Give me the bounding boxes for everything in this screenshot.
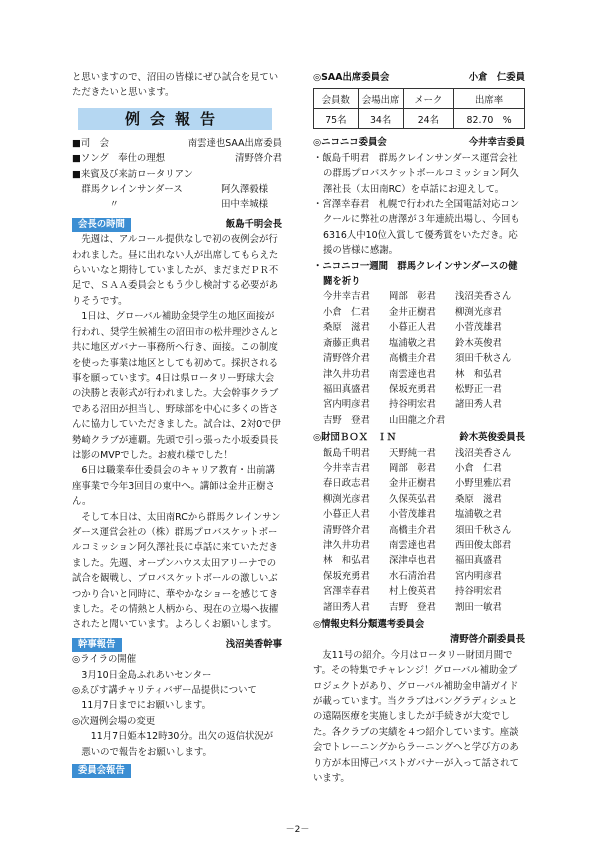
member-name: 浅沼美香さん bbox=[455, 447, 512, 459]
foundation-box-chair: 鈴木英俊委員長 bbox=[459, 432, 525, 444]
member-name: 割田一敏君 bbox=[455, 601, 502, 613]
attendance-header: 会員数 bbox=[314, 89, 359, 109]
nico-chair: 今井幸吉委員 bbox=[468, 137, 525, 149]
member-name: 塩浦敬之君 bbox=[389, 337, 436, 349]
secretary-report-header bbox=[72, 637, 282, 652]
member-name: 鈴木英俊君 bbox=[455, 337, 502, 349]
secretary-line: 11月7日までにお願いします。 bbox=[72, 700, 212, 712]
attendance-table bbox=[313, 88, 525, 129]
member-name: 津久井功君 bbox=[323, 368, 370, 380]
member-name: 桑原 滋君 bbox=[455, 493, 502, 505]
member-name: 小菅茂雄君 bbox=[455, 322, 502, 334]
member-name: 村上俊英君 bbox=[389, 586, 436, 598]
info-committee-header bbox=[313, 617, 525, 632]
foundation-box-header bbox=[313, 430, 525, 445]
nico-bullet: ・宮澤幸春君 札幌で行われた全国電話対応コンクールに弊社の唐澤が３年連続出場し、今回も6316人中10位入賞して優秀賞をいただき。応援の皆様に感謝。 bbox=[313, 199, 520, 257]
member-name: 春日政志君 bbox=[323, 478, 370, 490]
saa-title: ◎SAA出席委員会 bbox=[313, 72, 390, 83]
member-name: 柳渕光彦君 bbox=[455, 306, 502, 318]
attendance-value: 82.70 % bbox=[454, 109, 525, 129]
member-name: 保坂充勇君 bbox=[323, 570, 370, 582]
member-name: 深津卓也君 bbox=[389, 555, 436, 567]
member-name: 小倉 仁君 bbox=[455, 462, 502, 474]
attendance-header: 出席率 bbox=[454, 89, 525, 109]
info-title: ◎情報史料分類選考委員会 bbox=[313, 619, 425, 630]
attendance-value: 34名 bbox=[358, 109, 403, 129]
saa-chair: 小倉 仁委員 bbox=[468, 72, 525, 83]
member-name: 持谷明宏君 bbox=[455, 586, 502, 598]
president-paragraph: 6日は職業奉仕委員会のキャリア教育・出前講座事業で今年3回目の東中へ。講師は金井正樹さん。 bbox=[72, 465, 275, 508]
member-name: 久保英弘君 bbox=[389, 493, 436, 505]
secretary-report-tag: 幹事報告 bbox=[72, 638, 122, 652]
secretary-line: 11月7日姫本12時30分。出欠の返信状況が悪いので報告をお願いします。 bbox=[81, 731, 274, 758]
member-name: 小野里雅広君 bbox=[455, 478, 512, 490]
role-row: ■司 会 南雲達也SAA出席委員 bbox=[72, 137, 282, 149]
member-name: 清野啓介君 bbox=[323, 353, 370, 365]
member-name: 須田千秋さん bbox=[455, 353, 512, 365]
member-name: 福田真盛君 bbox=[455, 555, 502, 567]
secretary-line: ◎ゑびす講チャリティバザー品提供について bbox=[72, 685, 257, 697]
member-name: 塩浦敬之君 bbox=[455, 509, 502, 521]
member-name: 小暮正人君 bbox=[323, 509, 370, 521]
attendance-header: 会場出席 bbox=[358, 89, 403, 109]
member-name: 斎藤正典君 bbox=[323, 337, 370, 349]
member-name: 水石清治君 bbox=[389, 570, 436, 582]
member-name: 須田千秋さん bbox=[455, 524, 512, 536]
nico-week-names bbox=[313, 289, 525, 428]
member-name: 宮内明彦君 bbox=[455, 570, 502, 582]
president-time-header bbox=[72, 217, 282, 232]
foundation-box-names bbox=[313, 446, 525, 615]
secretary-line: ◎ライラの開催 bbox=[72, 654, 137, 666]
intro-text: と思いますので、沼田の皆様にぜひ試合を見ていただきたいと思います。 bbox=[72, 72, 279, 99]
member-name: 小暮正人君 bbox=[389, 322, 436, 334]
member-name: 宮澤幸春君 bbox=[323, 586, 370, 598]
member-name: 高橋圭介君 bbox=[389, 353, 436, 365]
info-chair-row bbox=[313, 632, 525, 647]
member-name: 飯島千明君 bbox=[323, 447, 370, 459]
member-name: 桑原 滋君 bbox=[323, 322, 370, 334]
role-row: 群馬クレインサンダース 阿久澤毅様 bbox=[72, 184, 268, 196]
president-name: 飯島千明会長 bbox=[225, 218, 282, 230]
member-name: 宮内明彦君 bbox=[323, 399, 370, 411]
nico-bullet: ・飯島千明君 群馬クレインサンダース運営会社の群馬プロバスケットボールコミッション阿久澤社長（太田南RC）を卓話にお迎えして。 bbox=[313, 152, 519, 195]
member-name: 今井幸吉君 bbox=[323, 291, 370, 303]
member-name: 松野正一君 bbox=[455, 383, 502, 395]
member-name bbox=[455, 413, 527, 428]
right-column bbox=[313, 70, 525, 786]
secretary-line: ◎次週例会場の変更 bbox=[72, 715, 156, 727]
president-paragraph: 先週は、アルコール提供なしで初の夜例会が行われました。昼に出れない人が出席してもらえたらいいなと期待していましたが、まだまだＰＲ不足で、ＳＡＡ委員会ともう少し検討する必要がありそうです。 bbox=[72, 234, 279, 307]
member-name: 南雲達也君 bbox=[389, 539, 436, 551]
member-name: 小倉 仁君 bbox=[323, 306, 370, 318]
member-name: 金井正樹君 bbox=[389, 306, 436, 318]
secretary-line: 3月10日金島ふれあいセンター bbox=[72, 669, 212, 681]
page-number: －2－ bbox=[285, 825, 310, 835]
president-paragraph: そして本日は、太田南RCから群馬クレインサンダース運営会社の（株）群馬プロバスケットボールコミッション阿久澤社長に卓話に来ていただきました。先週、オープンハウス太田アリーナでの試合を観戦し、プロバスケットボールの激しいぶつかり合いと同時に、華やかなショーを感じてきました。その情熱と人柄から、現在の立場へ抜擢されたと聞いています。よろしくお願いします。 bbox=[72, 511, 281, 631]
member-name: 岡部 彰君 bbox=[389, 462, 436, 474]
member-name: 諸田秀人君 bbox=[455, 399, 502, 411]
saa-committee-header bbox=[313, 70, 525, 85]
member-name: 高橋圭介君 bbox=[389, 524, 436, 536]
member-name: 福田真盛君 bbox=[323, 383, 370, 395]
meeting-roles bbox=[72, 136, 282, 213]
member-name: 林 和弘君 bbox=[323, 555, 370, 567]
attendance-value: 75名 bbox=[314, 109, 359, 129]
nico-week-title: ・ニコニコ一週間 群馬クレインサンダースの健闘を祈り bbox=[313, 260, 518, 288]
role-row: ■ソング 奉仕の理想 清野啓介君 bbox=[72, 153, 282, 165]
member-name: 持谷明宏君 bbox=[389, 399, 436, 411]
attendance-header: メーク bbox=[403, 89, 454, 109]
member-name: 吉野 登君 bbox=[323, 414, 370, 426]
attendance-value-row bbox=[314, 109, 525, 129]
committee-report-header bbox=[72, 764, 282, 778]
member-name: 保坂充勇君 bbox=[389, 383, 436, 395]
member-name: 今井幸吉君 bbox=[323, 462, 370, 474]
secretary-name: 浅沼美香幹事 bbox=[225, 638, 282, 650]
member-name: 柳渕光彦君 bbox=[323, 493, 370, 505]
president-time-tag: 会長の時間 bbox=[72, 218, 131, 232]
member-name: 小菅茂雄君 bbox=[389, 509, 436, 521]
nico-committee-header bbox=[313, 135, 525, 150]
attendance-header-row bbox=[314, 89, 525, 109]
member-name: 吉野 登君 bbox=[389, 601, 436, 613]
member-name: 津久井功君 bbox=[323, 539, 370, 551]
role-row: 〃 田中幸城様 bbox=[72, 199, 268, 211]
member-name: 天野純一君 bbox=[389, 447, 436, 459]
role-row: ■来賓及び来訪ロータリアン bbox=[72, 168, 193, 180]
committee-report-tag: 委員会報告 bbox=[72, 764, 131, 778]
member-name: 清野啓介君 bbox=[323, 524, 370, 536]
info-paragraph: 友11号の紹介。今月はロータリー財団月間です。その特集でチャレンジ！グローバル補助金プロジェクトがあり、グローバル補助金申請ガイドが載っています。当クラブはバングラディシュとの遠隔医療を実施しましたが手続きが大変でした。各クラブの実績を４つ紹介しています。座談会でトレーニングからラーニングへと学び方のあり方が本田博己パストガバナーが入って話されています。 bbox=[313, 649, 519, 785]
meeting-report-banner: 例会報告 bbox=[78, 108, 272, 130]
member-name: 諸田秀人君 bbox=[323, 601, 370, 613]
left-column bbox=[72, 70, 282, 778]
member-name: 岡部 彰君 bbox=[389, 291, 436, 303]
member-name: 南雲達也君 bbox=[389, 368, 436, 380]
member-name: 西田俊太郎君 bbox=[455, 539, 512, 551]
attendance-value: 24名 bbox=[403, 109, 454, 129]
member-name: 山田龍之介君 bbox=[389, 414, 446, 426]
member-name: 林 和弘君 bbox=[455, 368, 502, 380]
member-name: 金井正樹君 bbox=[389, 478, 436, 490]
president-paragraph: 1日は、グローバル補助金奨学生の地区面接が行われ、奨学生候補生の沼田市の松井理沙さんと共に地区ガバナー事務所へ行き、面接。この制度を使った事業は地区としても初めて。採択される事を願っています。4日は県ロータリー野球大会の決勝と表彰式が行われました。大会幹事クラブである沼田が担当し、野球部を中心に多くの皆さんに協力していただきました。試合は、2対0で伊勢崎クラブが連覇。先頭で引っ張った小坂委員長は影のMVPでした。お疲れ様でした！ bbox=[72, 311, 281, 461]
member-name: 浅沼美香さん bbox=[455, 291, 512, 303]
foundation-box-title: ◎財団ＢＯＸ ＩＮ bbox=[313, 432, 397, 444]
info-chair: 清野啓介副委員長 bbox=[449, 634, 525, 646]
nico-title: ◎ニコニコ委員会 bbox=[313, 137, 387, 149]
